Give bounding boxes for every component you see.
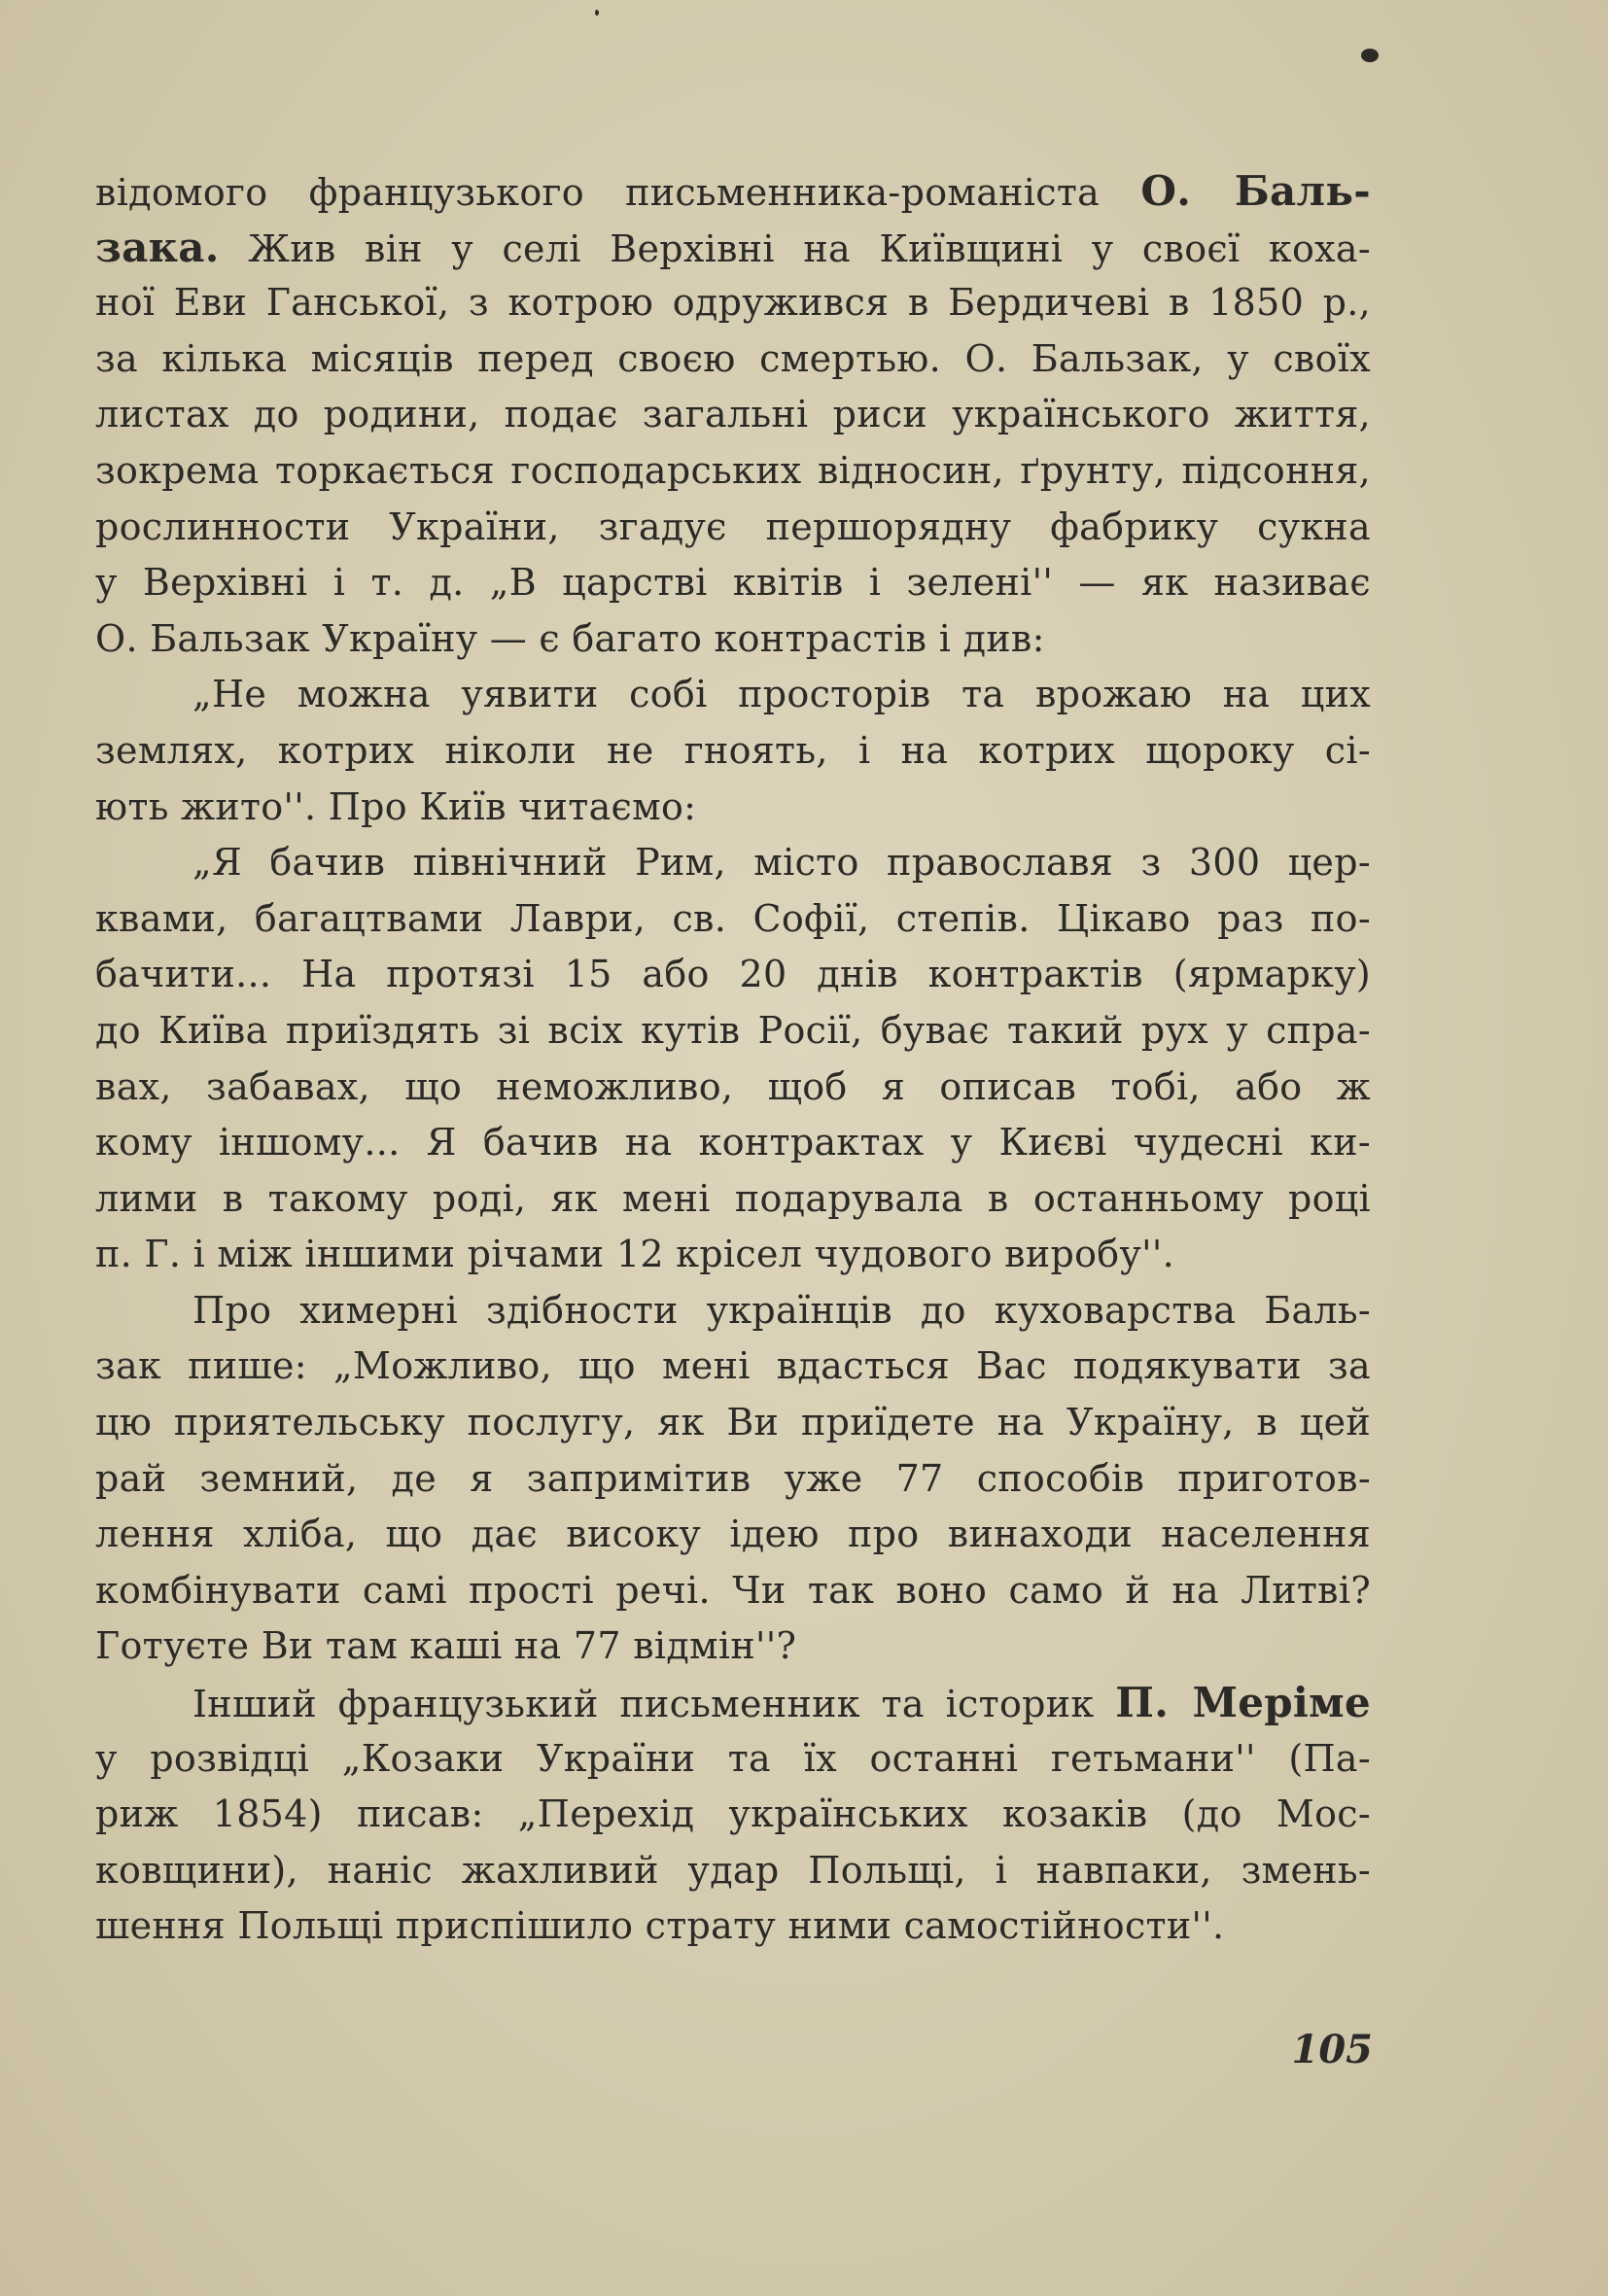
text-line <box>95 500 1371 556</box>
text-run: квами, багацтвами Лаври, св. Софії, степів. Цікаво раз по- <box>95 896 1371 940</box>
text-line <box>95 891 1371 948</box>
text-line <box>95 1395 1371 1451</box>
ink-speck <box>1361 49 1379 62</box>
page-number: 105 <box>1291 2027 1373 2072</box>
text-line <box>95 1451 1371 1508</box>
text-run: „Я бачив північний Рим, місто православя з 300 цер- <box>192 841 1371 885</box>
text-run: лими в такому роді, як мені подарувала в останньому році <box>95 1176 1371 1220</box>
text-line <box>95 1731 1371 1788</box>
text-line <box>95 1227 1371 1283</box>
text-run: „Не можна уявити собі просторів та врожаю на цих <box>192 673 1371 716</box>
text-line <box>95 947 1371 1003</box>
text-line <box>95 1171 1371 1228</box>
body-text <box>95 163 1371 1955</box>
text-run: землях, котрих ніколи не гноять, і на котрих щороку сі- <box>95 728 1371 772</box>
text-run: цю приятельську послугу, як Ви приїдете на Україну, в цей <box>95 1401 1371 1444</box>
text-run: вах, забавах, що неможливо, щоб я описав тобі, або ж <box>95 1064 1371 1108</box>
text-run: Готуєте Ви там каші на 77 відмін''? <box>95 1624 797 1668</box>
ink-speck <box>595 10 599 16</box>
text-run: ковщини), наніс жахливий удар Польщі, і навпаки, змень- <box>95 1848 1371 1892</box>
text-run: зокрема торкається господарських відносин, ґрунту, підсоння, <box>95 448 1371 492</box>
text-line <box>95 1507 1371 1563</box>
text-run: бачити... На протязі 15 або 20 днів контрактів (ярмарку) <box>95 953 1371 996</box>
text-run: риж 1854) писав: „Перехід українських козаків (до Мос- <box>95 1792 1371 1836</box>
text-run: шення Польщі приспішило страту ними самостійности''. <box>95 1904 1225 1948</box>
text-run: рослинности України, згадує першорядну фабрику сукна <box>95 504 1371 548</box>
text-run: кому іншому... Я бачив на контрактах у Києві чудесні ки- <box>95 1121 1371 1165</box>
text-line <box>95 387 1371 443</box>
text-run: Про химерні здібности українців до куховарства Баль- <box>192 1288 1371 1332</box>
text-line <box>95 667 1371 723</box>
text-run: О. Бальзак Україну — є багато контрастів і див: <box>95 616 1045 660</box>
bold-name: П. Меріме <box>1115 1679 1371 1727</box>
text-run: комбінувати самі прості речі. Чи так воно само й на Литві? <box>95 1568 1371 1612</box>
text-line <box>95 1003 1371 1060</box>
text-line <box>95 1843 1371 1899</box>
text-run: відомого французького письменника-романіста <box>95 171 1141 214</box>
text-run: рай земний, де я запримітив уже 77 способів приготов- <box>95 1456 1371 1500</box>
text-line <box>95 331 1371 388</box>
text-run: за кілька місяців перед своєю смертью. О. Бальзак, у своїх <box>95 336 1371 380</box>
text-line <box>95 835 1371 891</box>
text-run: зак пише: „Можливо, що мені вдасться Вас подякувати за <box>95 1344 1371 1388</box>
text-line <box>95 1787 1371 1843</box>
text-line <box>95 1283 1371 1339</box>
text-line <box>95 1115 1371 1171</box>
text-line <box>95 1060 1371 1116</box>
text-run: у розвідці „Козаки України та їх останні гетьмани'' (Па- <box>95 1736 1371 1780</box>
text-line <box>95 555 1371 611</box>
text-line <box>95 723 1371 780</box>
text-run: Жив він у селі Верхівні на Київщині у своєї коха- <box>219 226 1371 270</box>
text-line <box>95 1618 1371 1675</box>
text-line <box>95 1563 1371 1619</box>
text-line <box>95 1898 1371 1955</box>
text-run: до Київа приїздять зі всіх кутів Росії, буває такий рух у спра- <box>95 1008 1371 1052</box>
bold-name: О. Баль- <box>1140 167 1371 215</box>
text-run: ної Еви Ганської, з котрою одружився в Бердичеві в 1850 р., <box>95 281 1371 325</box>
text-line <box>95 1339 1371 1395</box>
bold-name: зака. <box>95 223 220 271</box>
text-run: п. Г. і між іншими річами 12 крісел чудового виробу''. <box>95 1233 1174 1276</box>
text-line <box>95 220 1371 276</box>
text-line <box>95 1675 1371 1731</box>
text-line <box>95 780 1371 836</box>
text-line <box>95 275 1371 331</box>
text-line <box>95 163 1371 220</box>
text-line <box>95 611 1371 668</box>
text-line <box>95 443 1371 500</box>
text-run: у Верхівні і т. д. „В царстві квітів і зелені'' — як називає <box>95 561 1371 605</box>
text-run: лення хліба, що дає високу ідею про винаходи населення <box>95 1513 1371 1556</box>
text-run: ють жито''. Про Київ читаємо: <box>95 784 697 828</box>
text-run: Інший французький письменник та історик <box>192 1683 1116 1726</box>
text-run: листах до родини, подає загальні риси українського життя, <box>95 393 1371 436</box>
